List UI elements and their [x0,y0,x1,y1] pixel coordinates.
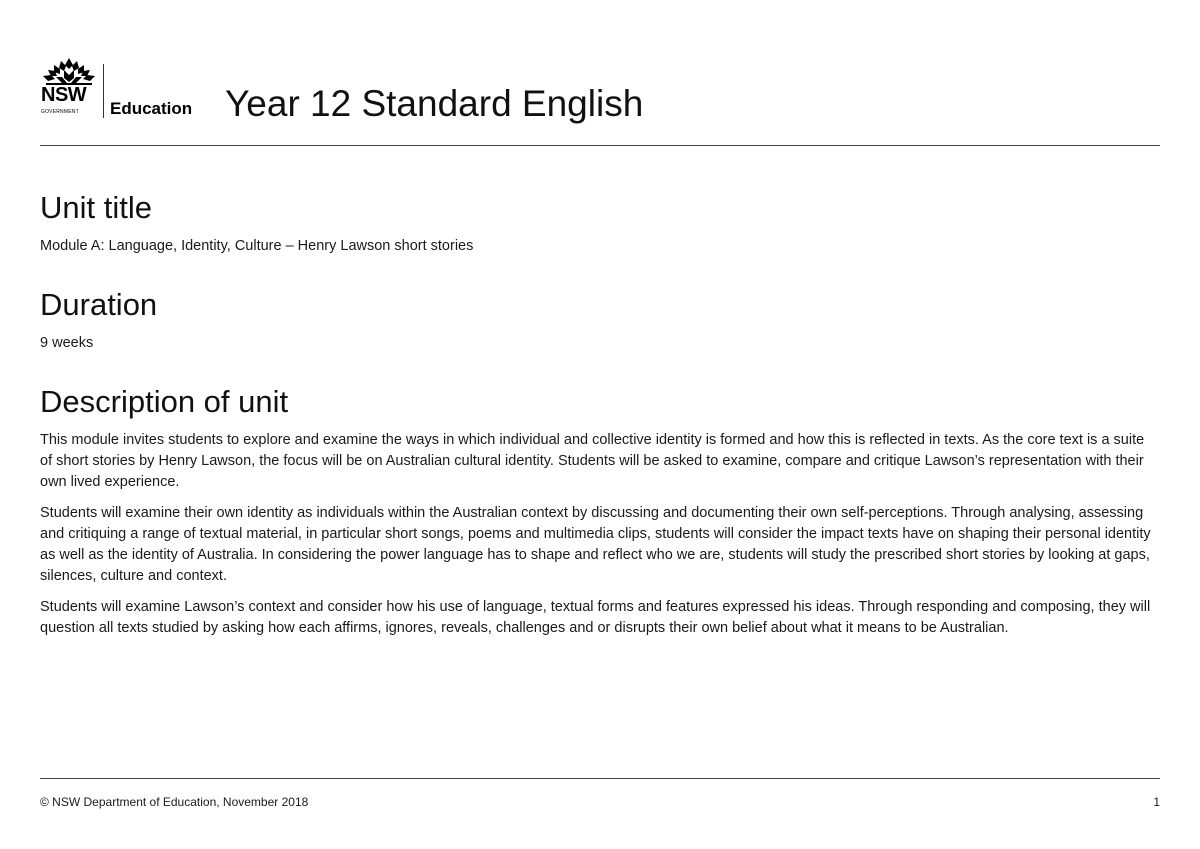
page-header [40,56,1160,122]
section-description-of-unit [40,382,1160,639]
nsw-education-logo [40,56,193,122]
section-paragraph: Students will examine Lawson’s context and consider how his use of language, textual forms and features expressed his ideas. Through responding and composing, they will question all texts studied by asking how each affirms, ignores, reveals, challenges and or disrupts their own belief about what it means to be Australian. [40,599,1151,636]
section-duration [40,285,1160,354]
waratah-flower-icon [40,56,98,86]
document-body [40,188,1160,649]
footer-divider [40,778,1160,779]
footer-copyright: © NSW Department of Education, November 2018 [40,795,309,809]
document-title: Year 12 Standard English [225,83,644,124]
logo-divider [103,64,104,118]
section-paragraph: 9 weeks [40,335,94,351]
header-divider [40,145,1160,146]
section-heading: Description of unit [40,384,289,419]
section-heading: Duration [40,287,158,322]
page-number: 1 [1153,795,1160,809]
logo-education-text: Education [110,99,193,118]
logo-nsw-text: NSW [41,84,87,106]
section-paragraph: Students will examine their own identity as individuals within the Australian context by discussing and documenting their own self-perceptions. Through analysing, assessing and critiquing a range of textual material, in particular short songs, poems and multimedia clips, students will consider the impact texts have on shaping their personal identity as well as the identity of Australia. In considering the power language has to shape and reflect who we are, students will study the prescribed short stories by looking at gaps, silences, culture and context. [40,505,1151,584]
section-paragraph: Module A: Language, Identity, Culture – Henry Lawson short stories [40,238,474,254]
section-paragraph: This module invites students to explore and examine the ways in which individual and collective identity is formed and how this is reflected in texts. As the core text is a suite of short stories by Henry Lawson, the focus will be on Australian cultural identity. Students will be asked to examine, compare and critique Lawson’s representation with their own lived experience. [40,432,1145,490]
section-unit-title [40,188,1160,257]
section-heading: Unit title [40,190,152,225]
logo-government-text: GOVERNMENT [41,109,79,115]
